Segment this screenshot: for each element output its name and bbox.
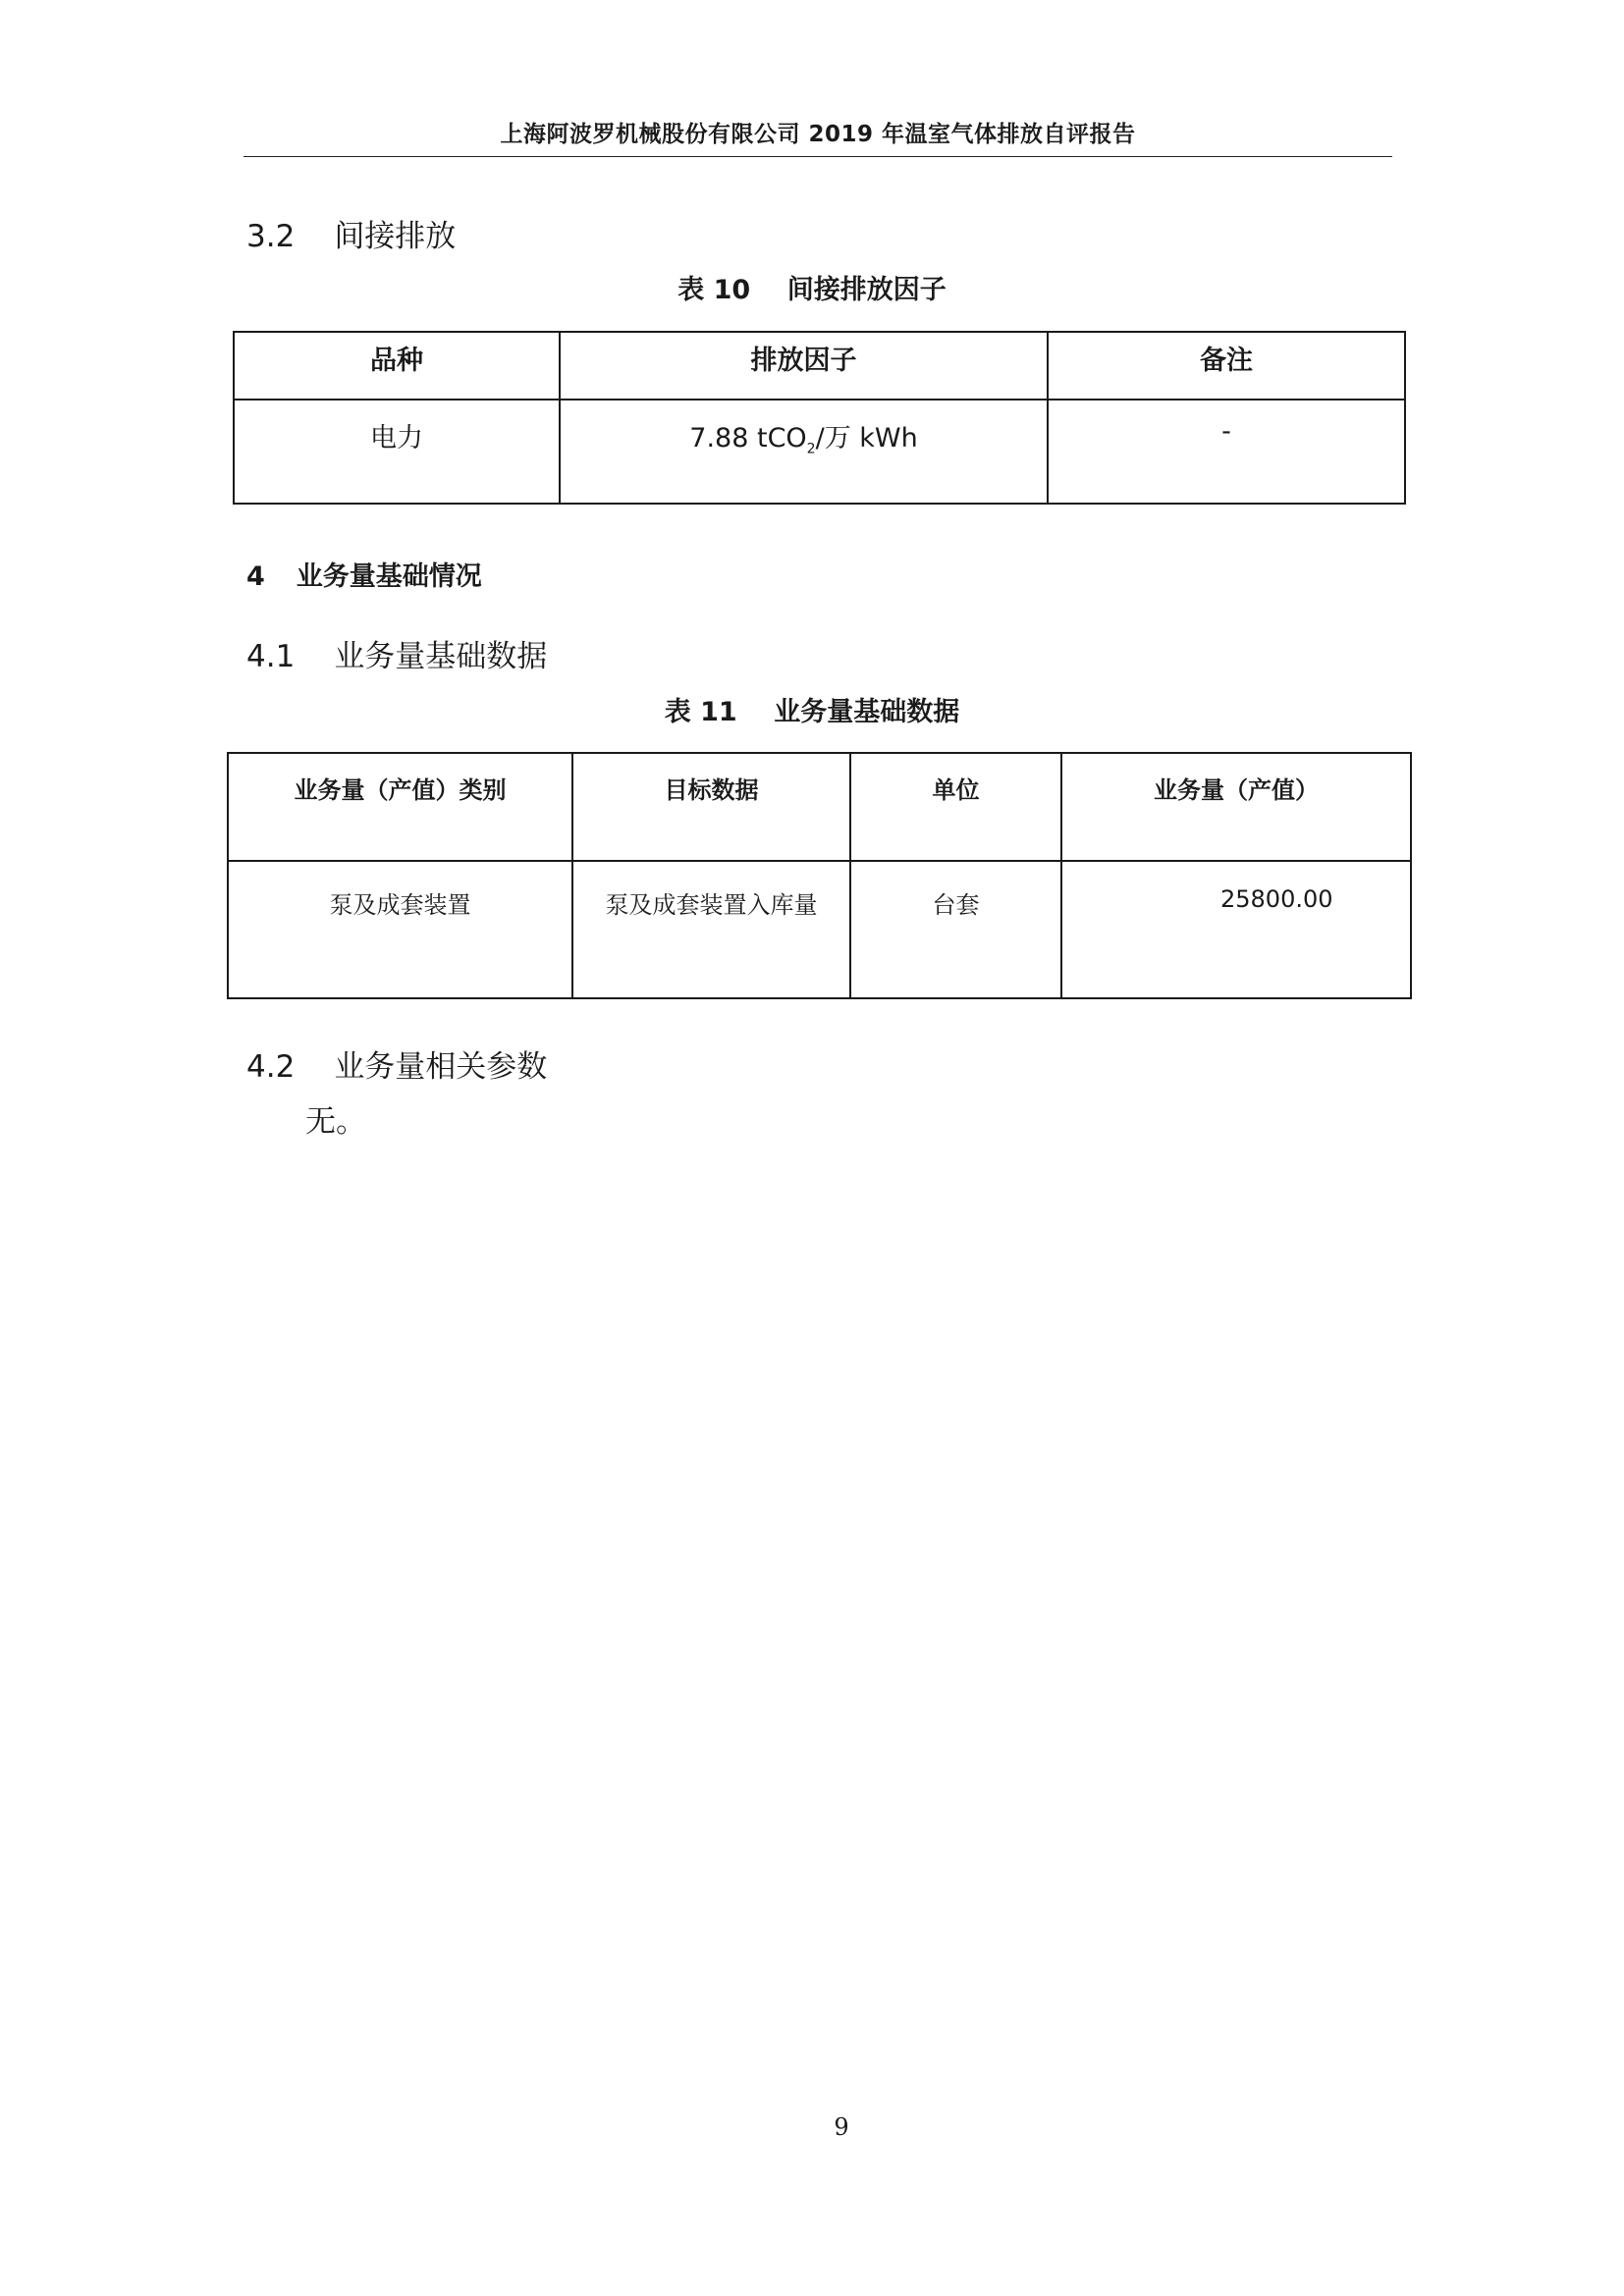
table-header-row [234,332,1405,400]
cell-emission-factor [560,400,1048,504]
section-title: 间接排放 [334,219,457,254]
section-number: 3.2 [246,219,296,254]
cell-target-data: 泵及成套装置入库量 [572,861,850,998]
business-volume-table [227,752,1412,999]
column-header-target-data: 目标数据 [572,753,850,861]
section-number: 4.2 [246,1049,296,1085]
table-header-row [228,753,1411,861]
column-header-category: 业务量（产值）类别 [228,753,572,861]
factor-unit: /万 kWh [815,423,918,454]
section-title: 业务量基础数据 [334,639,548,674]
factor-subscript: 2 [806,441,816,457]
factor-value: 7.88 tCO [689,423,807,454]
table-10-caption: 表 10 间接排放因子 [677,275,947,305]
column-header-note: 备注 [1048,332,1405,400]
table-row [234,400,1405,504]
section-number: 4.1 [246,639,296,674]
section-4-2-body: 无。 [305,1104,366,1140]
table-row [228,861,1411,998]
page-number: 9 [834,2113,849,2141]
cell-variety: 电力 [234,400,560,504]
column-header-unit: 单位 [850,753,1061,861]
cell-note: - [1048,400,1405,504]
column-header-variety: 品种 [234,332,560,400]
indirect-emission-factor-table [233,331,1406,505]
cell-unit: 台套 [850,861,1061,998]
header-divider [244,156,1392,157]
section-4-2-heading [246,1041,547,1086]
section-title: 业务量基础情况 [296,561,482,592]
section-4-heading [246,555,482,593]
section-title: 业务量相关参数 [334,1049,548,1085]
cell-volume: 25800.00 [1061,861,1411,998]
section-number: 4 [246,561,265,592]
column-header-emission-factor: 排放因子 [560,332,1048,400]
column-header-volume: 业务量（产值） [1061,753,1411,861]
section-4-1-heading [246,631,547,675]
table-11-caption: 表 11 业务量基础数据 [664,697,960,727]
cell-category: 泵及成套装置 [228,861,572,998]
page-header-title: 上海阿波罗机械股份有限公司 2019 年温室气体排放自评报告 [500,122,1136,147]
section-3-2-heading [246,211,456,255]
